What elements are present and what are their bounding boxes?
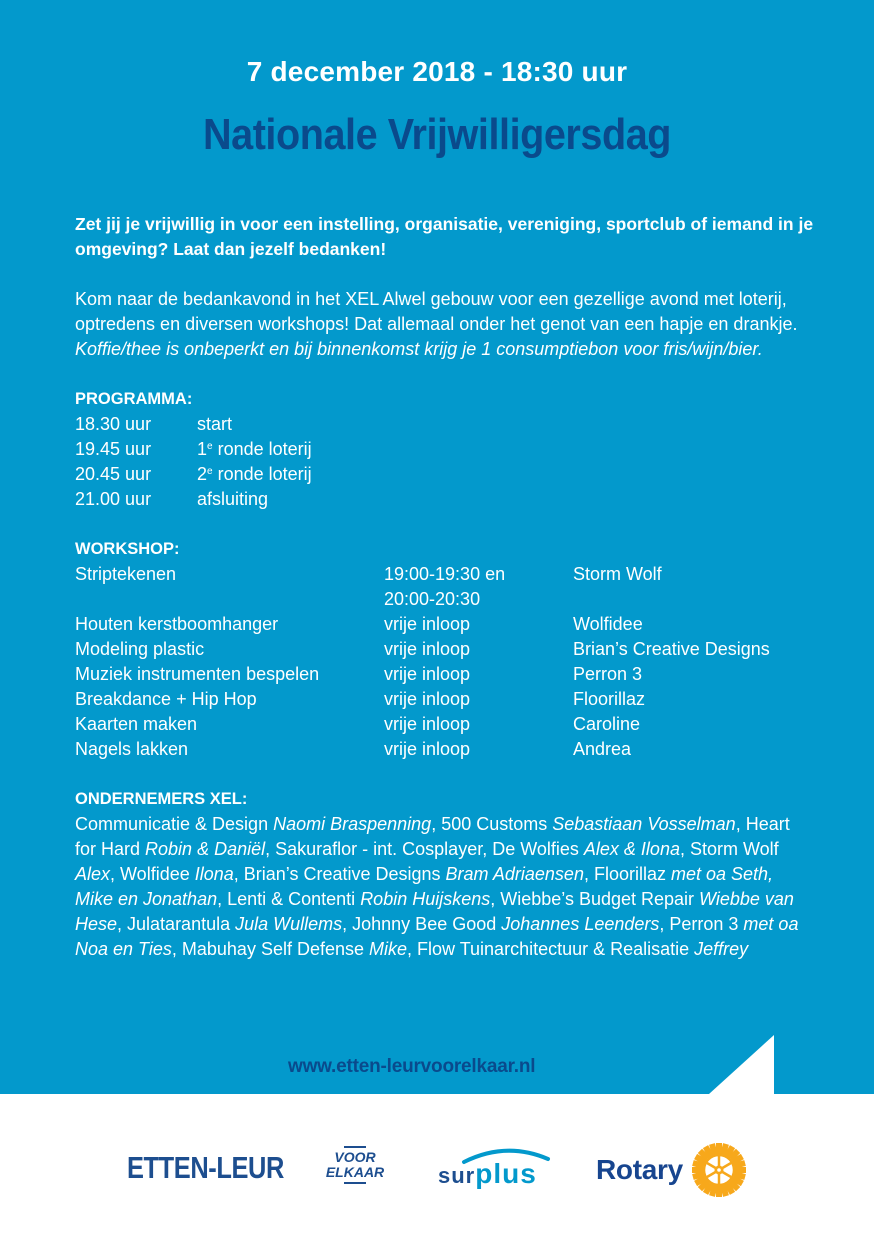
ondernemer-company: , Lenti & Contenti bbox=[217, 889, 361, 909]
workshop-row bbox=[75, 662, 815, 687]
workshop-name: Houten kerstboomhanger bbox=[75, 614, 279, 634]
programma-time: 18.30 uur bbox=[75, 414, 152, 434]
workshop-row bbox=[75, 737, 815, 762]
ondernemer-contact: met oa Noa en Ties bbox=[75, 914, 799, 959]
intro-italic-text: Koffie/thee is onbeperkt en bij binnenkomst krijg je 1 consumptiebon voor fris/wijn/bier. bbox=[75, 339, 763, 359]
workshop-name: Modeling plastic bbox=[75, 639, 205, 659]
ondernemers-heading: ONDERNEMERS XEL: bbox=[75, 790, 248, 808]
surplus-wordmark: surplus bbox=[438, 1158, 537, 1189]
programma-row bbox=[75, 487, 815, 512]
workshop-host: Caroline bbox=[573, 714, 641, 734]
workshop-name bbox=[75, 587, 384, 612]
ondernemer-company: , Heart for Hard bbox=[75, 814, 790, 859]
ondernemer-company: , Flow Tuinarchitectuur & Realisatie bbox=[407, 939, 695, 959]
ondernemer-contact: Wiebbe van Hese bbox=[75, 889, 794, 934]
programma-activity: afsluiting bbox=[197, 489, 269, 509]
programma-activity: 2e ronde loterij bbox=[197, 464, 312, 484]
workshop-host: Floorillaz bbox=[573, 689, 646, 709]
workshop-name: Muziek instrumenten bespelen bbox=[75, 664, 320, 684]
ondernemer-company: , Mabuhay Self Defense bbox=[171, 939, 370, 959]
workshop-row bbox=[75, 687, 815, 712]
ondernemer-company: , Brian’s Creative Designs bbox=[233, 864, 446, 884]
programma-time: 21.00 uur bbox=[75, 489, 152, 509]
ondernemer-contact: Robin Huijskens bbox=[360, 889, 491, 909]
workshop-row bbox=[75, 712, 815, 737]
workshop-row bbox=[75, 637, 815, 662]
programma-section bbox=[75, 387, 815, 512]
workshop-host: Brian’s Creative Designs bbox=[573, 639, 770, 659]
workshop-name: Breakdance + Hip Hop bbox=[75, 689, 257, 709]
ondernemer-contact: Robin & Daniël bbox=[145, 839, 266, 859]
ondernemer-company: , Floorillaz bbox=[583, 864, 671, 884]
ondernemer-contact: Mike bbox=[369, 939, 408, 959]
ettenleur-voor-elkaar-logo bbox=[127, 1149, 385, 1186]
workshop-host: Andrea bbox=[573, 739, 632, 759]
intro-body-text: Kom naar de bedankavond in het XEL Alwel gebouw voor een gezellige avond met loterij, optredens en diversen workshops! Dat allemaal onder het genot van een hapje en drankje. bbox=[75, 289, 798, 334]
workshop-time: vrije inloop bbox=[384, 689, 471, 709]
ondernemers-list bbox=[75, 812, 810, 962]
ondernemer-company: , Perron 3 bbox=[659, 914, 744, 934]
workshop-section bbox=[75, 537, 815, 762]
voor-elkaar-tag: VOOR ELKAAR bbox=[325, 1146, 385, 1184]
programma-row bbox=[75, 462, 815, 487]
workshop-time: 20:00-20:30 bbox=[384, 589, 481, 609]
workshop-heading: WORKSHOP: bbox=[75, 540, 180, 558]
intro-question: Zet jij je vrijwillig in voor een instelling, organisatie, vereniging, sportclub of iemand in je omgeving? Laat dan jezelf bedanken! bbox=[75, 214, 814, 259]
programma-row bbox=[75, 437, 815, 462]
ondernemer-company: , Johnny Bee Good bbox=[342, 914, 502, 934]
workshop-name: Kaarten maken bbox=[75, 714, 198, 734]
ondernemer-contact: Alex & Ilona bbox=[583, 839, 680, 859]
ondernemers-section bbox=[75, 787, 815, 962]
intro-paragraph bbox=[75, 287, 815, 362]
rotary-wheel-icon bbox=[691, 1142, 747, 1198]
ondernemer-contact: Sebastiaan Vosselman bbox=[552, 814, 736, 834]
programma-time: 20.45 uur bbox=[75, 464, 152, 484]
website-link[interactable]: www.etten-leurvoorelkaar.nl bbox=[288, 1056, 536, 1077]
rotary-logo bbox=[596, 1142, 747, 1198]
programma-row bbox=[75, 412, 815, 437]
ondernemer-contact: Jula Wullems bbox=[235, 914, 343, 934]
ondernemer-contact: Naomi Braspenning bbox=[273, 814, 432, 834]
workshop-name: Nagels lakken bbox=[75, 739, 189, 759]
programma-heading: PROGRAMMA: bbox=[75, 390, 193, 408]
ondernemer-contact: Bram Adriaensen bbox=[445, 864, 584, 884]
ondernemer-contact: Jeffrey bbox=[694, 939, 749, 959]
ondernemer-company: , Julatarantula bbox=[117, 914, 236, 934]
surplus-logo bbox=[436, 1145, 551, 1195]
event-date-time: 7 december 2018 - 18:30 uur bbox=[246, 56, 628, 87]
programma-activity: 1e ronde loterij bbox=[197, 439, 312, 459]
workshop-host bbox=[573, 587, 815, 612]
workshop-host: Storm Wolf bbox=[573, 564, 662, 584]
workshop-name: Striptekenen bbox=[75, 564, 177, 584]
ondernemer-company: , 500 Customs bbox=[431, 814, 553, 834]
rotary-wordmark: Rotary bbox=[596, 1154, 683, 1185]
ondernemer-contact: met oa Seth, Mike en Jonathan bbox=[75, 864, 774, 909]
workshop-time: vrije inloop bbox=[384, 639, 471, 659]
ondernemer-company: Communicatie & Design bbox=[75, 814, 274, 834]
workshop-time: vrije inloop bbox=[384, 739, 471, 759]
workshop-time: vrije inloop bbox=[384, 714, 471, 734]
ondernemer-company: , Wiebbe’s Budget Repair bbox=[490, 889, 700, 909]
ondernemer-company: , Wolfidee bbox=[110, 864, 195, 884]
workshop-host: Perron 3 bbox=[573, 664, 643, 684]
programma-activity: start bbox=[197, 414, 233, 434]
poster-content bbox=[75, 212, 815, 962]
programma-time: 19.45 uur bbox=[75, 439, 152, 459]
ondernemer-contact: Alex bbox=[75, 864, 111, 884]
ondernemer-contact: Ilona bbox=[194, 864, 234, 884]
page-title: Nationale Vrijwilligersdag bbox=[202, 110, 672, 159]
workshop-time: vrije inloop bbox=[384, 614, 471, 634]
workshop-time: vrije inloop bbox=[384, 664, 471, 684]
ettenleur-wordmark: ETTEN-LEUR bbox=[127, 1150, 284, 1185]
workshop-time: 19:00-19:30 en bbox=[384, 564, 506, 584]
workshop-row bbox=[75, 587, 815, 612]
ondernemer-contact: Johannes Leenders bbox=[501, 914, 660, 934]
workshop-host: Wolfidee bbox=[573, 614, 643, 634]
workshop-row bbox=[75, 562, 815, 587]
ondernemer-company: , Sakuraflor - int. Cosplayer, De Wolfies bbox=[265, 839, 584, 859]
workshop-row bbox=[75, 612, 815, 637]
ondernemer-company: , Storm Wolf bbox=[679, 839, 779, 859]
